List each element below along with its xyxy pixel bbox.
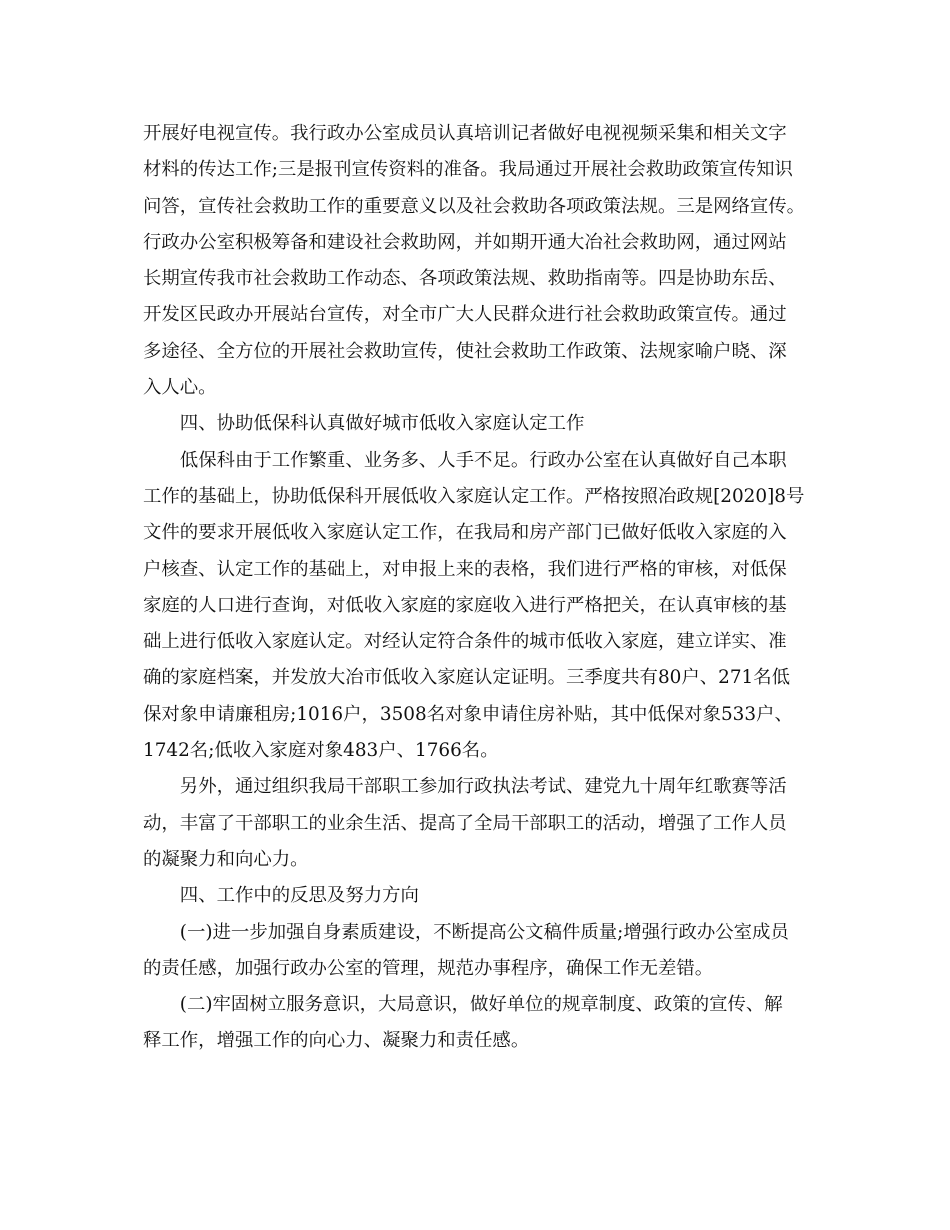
paragraph-reflection-item-1: (一)进一步加强自身素质建设，不断提高公文稿件质量;增强行政办公室成员 的责任感，加强行政办公室的管理，规范办事程序，确保工作无差错。: [143, 921, 789, 979]
section-heading-low-income-certification: 四、协助低保科认真做好城市低收入家庭认定工作: [179, 413, 585, 435]
paragraph-staff-activities: 另外，通过组织我局干部职工参加行政执法考试、建党九十周年红歌赛等活 动，丰富了干部职工的业余生活、提高了全局干部职工的活动，增强了工作人员 的凝聚力和向心力。: [143, 776, 787, 870]
section-heading-reflection: 四、工作中的反思及努力方向: [179, 885, 419, 907]
paragraph-low-income-certification: 低保科由于工作繁重、业务多、人手不足。行政办公室在认真做好自己本职 工作的基础上，协助低保科开展低收入家庭认定工作。严格按照冶政规[2020]8号 文件的要求开展低收入家庭认定工作，在我局和房产部门已做好低收入家庭的入 户核查、认定工作的基础上，对申报上来的表格，我们进行严格的审核，对低保 家庭的人口进行查询，对低收入家庭的家庭收入进行严格把关，在认真审核的基 础上进行低收入家庭认定。对经认定符合条件的城市低收入家庭，建立详实、准 确的家庭档案，并发放大冶市低收入家庭认定证明。三季度共有80户、271名低 保对象申请廉租房;1016户，3508名对象申请住房补贴，其中低保对象533户、 1742名;低收入家庭对象483户、1766名。: [143, 449, 805, 762]
document-body: [143, 116, 813, 1060]
paragraph-publicity-continued: 开展好电视宣传。我行政办公室成员认真培训记者做好电视视频采集和相关文字 材料的传达工作;三是报刊宣传资料的准备。我局通过开展社会救助政策宣传知识 问答，宣传社会救助工作的重要意义以及社会救助各项政策法规。三是网络宣传。 行政办公室积极筹备和建设社会救助网，并如期开通大冶社会救助网，通过网站 长期宣传我市社会救助工作动态、各项政策法规、救助指南等。四是协助东岳、 开发区民政办开展站台宣传，对全市广大人民群众进行社会救助政策宣传。通过 多途径、全方位的开展社会救助宣传，使社会救助工作政策、法规家喻户晓、深 入人心。: [143, 123, 806, 399]
paragraph-reflection-item-2: (二)牢固树立服务意识，大局意识，做好单位的规章制度、政策的宣传、解 释工作，增强工作的向心力、凝聚力和责任感。: [143, 994, 783, 1052]
